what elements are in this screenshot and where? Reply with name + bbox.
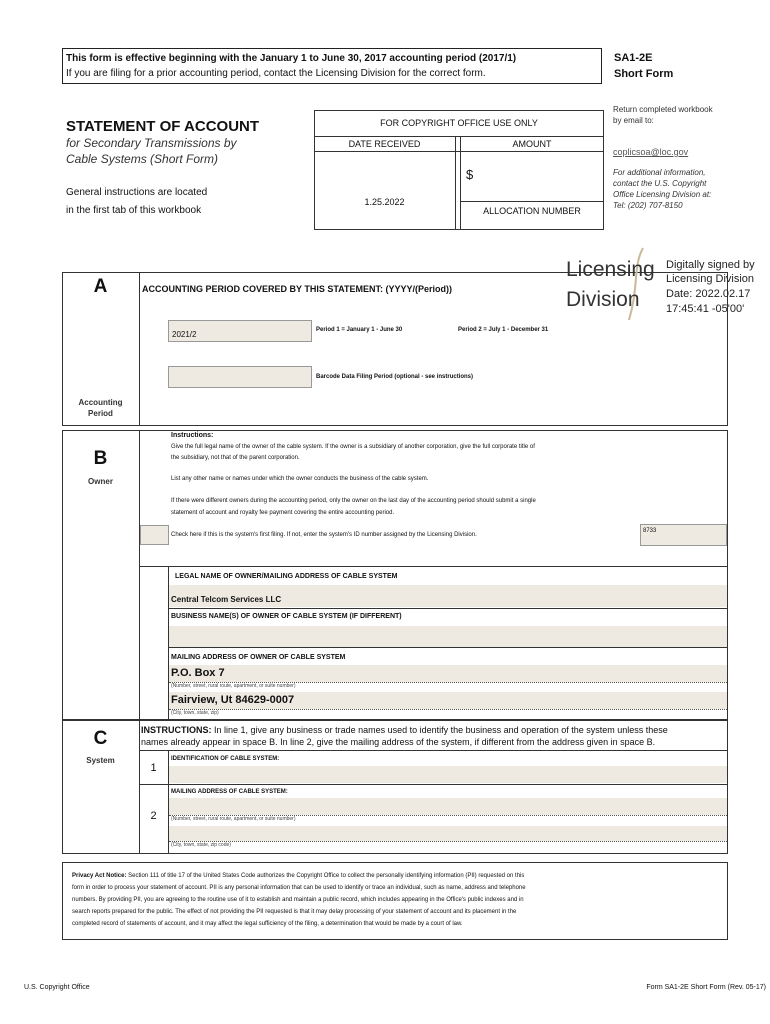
additional-info-3: Office Licensing Division at: bbox=[613, 190, 712, 199]
section-a-label-1: Accounting bbox=[78, 398, 123, 407]
section-c-label: System bbox=[86, 756, 115, 765]
form-type: Short Form bbox=[614, 68, 674, 80]
subtitle-line-1: for Secondary Transmissions by bbox=[66, 136, 237, 150]
privacy-line-2: form in order to process your statement of account. PII is any personal information that can be used to identify or trace an individual, such as name, address and telephone bbox=[72, 885, 526, 891]
system-id-value: 8733 bbox=[643, 528, 657, 534]
form-id: SA1-2E bbox=[614, 52, 653, 64]
date-received-label: DATE RECEIVED bbox=[348, 139, 421, 149]
notice-line-2: If you are filing for a prior accounting period, contact the Licensing Division for the correct form. bbox=[66, 68, 486, 79]
accounting-period-heading: ACCOUNTING PERIOD COVERED BY THIS STATEMENT: (YYYY/(Period)) bbox=[142, 284, 453, 294]
privacy-title: Privacy Act Notice: bbox=[72, 873, 127, 879]
section-b-label: Owner bbox=[88, 477, 113, 486]
signature-text-4: 17:45:41 -05'00' bbox=[666, 303, 745, 315]
section-a-label-2: Period bbox=[88, 409, 113, 418]
identification-heading: IDENTIFICATION OF CABLE SYSTEM: bbox=[171, 756, 280, 762]
system-city-hint: (City, town, state, zip code) bbox=[171, 842, 231, 848]
system-id-field[interactable] bbox=[640, 524, 727, 546]
return-email-link[interactable]: coplicsoa@loc.gov bbox=[613, 147, 689, 157]
page-title: STATEMENT OF ACCOUNT bbox=[66, 118, 260, 135]
system-line-1-number: 1 bbox=[150, 762, 157, 774]
city-state-zip-field[interactable] bbox=[169, 692, 727, 709]
privacy-text-1: Section 111 of title 17 of the United States Code authorizes the Copyright Office to collect the personally identifying information (PII) requested on this bbox=[126, 873, 525, 879]
system-instructions-line-2: names already appear in space B. In line 2, give the mailing address of the system, if different from the address given in space B. bbox=[141, 737, 656, 747]
owner-instructions-title: Instructions: bbox=[171, 432, 214, 439]
section-a-letter: A bbox=[93, 276, 108, 297]
return-line-2: by email to: bbox=[613, 116, 654, 125]
signature-text-2: Licensing Division bbox=[666, 273, 755, 285]
barcode-period-field[interactable] bbox=[168, 366, 312, 388]
signature-name-1: Licensing bbox=[566, 258, 655, 281]
system-instructions-line-1: In line 1, give any business or trade names used to identify the business and operation of the system unless these bbox=[211, 725, 668, 735]
date-received-value: 1.25.2022 bbox=[364, 197, 405, 207]
section-b-letter: B bbox=[93, 448, 108, 469]
return-line-1: Return completed workbook bbox=[613, 105, 713, 114]
business-names-heading: BUSINESS NAME(S) OF OWNER OF CABLE SYSTEM (IF DIFFERENT) bbox=[171, 613, 402, 620]
street-address-hint: (Number, street, rural route, apartment, or suite number) bbox=[171, 683, 296, 689]
legal-name-heading: LEGAL NAME OF OWNER/MAILING ADDRESS OF CABLE SYSTEM bbox=[175, 573, 398, 580]
first-filing-checkbox[interactable] bbox=[140, 525, 169, 545]
barcode-period-label: Barcode Data Filing Period (optional - see instructions) bbox=[316, 374, 474, 380]
additional-info-2: contact the U.S. Copyright bbox=[613, 179, 707, 188]
owner-instructions-p1-2: the subsidiary, not that of the parent corporation. bbox=[171, 455, 300, 461]
footer-right: Form SA1-2E Short Form (Rev. 05-17) bbox=[646, 984, 766, 991]
owner-instructions-p1-1: Give the full legal name of the owner of the cable system. If the owner is a subsidiary of another corporation, give the full corporate title of bbox=[171, 444, 535, 450]
owner-instructions-p3-2: statement of account and royalty fee payment covering the entire accounting period. bbox=[171, 510, 395, 516]
notice-line-1: This form is effective beginning with the January 1 to June 30, 2017 accounting period (2017/1) bbox=[66, 53, 517, 64]
system-mailing-heading: MAILING ADDRESS OF CABLE SYSTEM: bbox=[171, 789, 288, 795]
period-1-hint: Period 1 = January 1 - June 30 bbox=[316, 327, 403, 333]
amount-dollar-sign: $ bbox=[466, 167, 474, 182]
allocation-number-label: ALLOCATION NUMBER bbox=[483, 206, 581, 216]
system-street-field[interactable] bbox=[169, 798, 727, 815]
system-line-2-number: 2 bbox=[150, 810, 157, 822]
privacy-line-4: search reports prepared for the public. The effect of not providing the PII requested is that it may delay processing of your statement of account and its placement in the bbox=[72, 909, 517, 915]
signature-name-2: Division bbox=[566, 288, 640, 311]
general-instructions-1: General instructions are located bbox=[66, 187, 208, 198]
office-use-heading: FOR COPYRIGHT OFFICE USE ONLY bbox=[380, 118, 538, 128]
owner-instructions-p3-1: If there were different owners during the accounting period, only the owner on the last day of the accounting period should submit a single bbox=[171, 498, 536, 504]
owner-instructions-p2: List any other name or names under which the owner conducts the business of the cable system. bbox=[171, 476, 429, 482]
mailing-address-heading: MAILING ADDRESS OF OWNER OF CABLE SYSTEM bbox=[171, 654, 346, 661]
signature-text-1: Digitally signed by bbox=[666, 259, 755, 271]
system-instructions bbox=[141, 725, 668, 735]
section-c-letter: C bbox=[93, 728, 108, 749]
business-names-field[interactable] bbox=[169, 626, 727, 647]
additional-info-4: Tel: (202) 707-8150 bbox=[613, 201, 683, 210]
privacy-line-3: numbers. By providing PII, you are agreeing to the routine use of it to establish and maintain a public record, which includes appearing in the Office's public indexes and in bbox=[72, 897, 524, 903]
city-state-zip-value: Fairview, Ut 84629-0007 bbox=[171, 694, 295, 706]
footer-left: U.S. Copyright Office bbox=[24, 984, 90, 991]
additional-info-1: For additional information, bbox=[613, 168, 706, 177]
signature-text-3: Date: 2022.02.17 bbox=[666, 288, 751, 300]
system-street-hint: (Number, street, rural route, apartment, or suite number) bbox=[171, 816, 296, 822]
legal-name-field[interactable] bbox=[169, 585, 727, 607]
system-city-field[interactable] bbox=[169, 826, 727, 841]
amount-label: AMOUNT bbox=[512, 139, 552, 149]
general-instructions-2: in the first tab of this workbook bbox=[66, 205, 202, 216]
city-state-zip-hint: (City, town, state, zip) bbox=[171, 710, 219, 716]
identification-field[interactable] bbox=[169, 766, 727, 783]
privacy-line-5: completed record of statements of account, and it may affect the legal sufficiency of the filing, a determination that would be made by a court of law. bbox=[72, 921, 463, 927]
street-address-field[interactable] bbox=[169, 665, 727, 682]
first-filing-label: Check here if this is the system's first filing. If not, enter the system's ID number assigned by the Licensing Division. bbox=[171, 532, 477, 538]
system-instructions-bold: INSTRUCTIONS: bbox=[141, 725, 212, 735]
subtitle-line-2: Cable Systems (Short Form) bbox=[66, 152, 219, 166]
accounting-period-field[interactable] bbox=[168, 320, 312, 342]
legal-name-value: Central Telcom Services LLC bbox=[171, 595, 282, 604]
street-address-value: P.O. Box 7 bbox=[171, 667, 225, 679]
period-2-hint: Period 2 = July 1 - December 31 bbox=[458, 327, 549, 333]
accounting-period-value: 2021/2 bbox=[172, 330, 197, 339]
privacy-line-1 bbox=[72, 873, 524, 879]
